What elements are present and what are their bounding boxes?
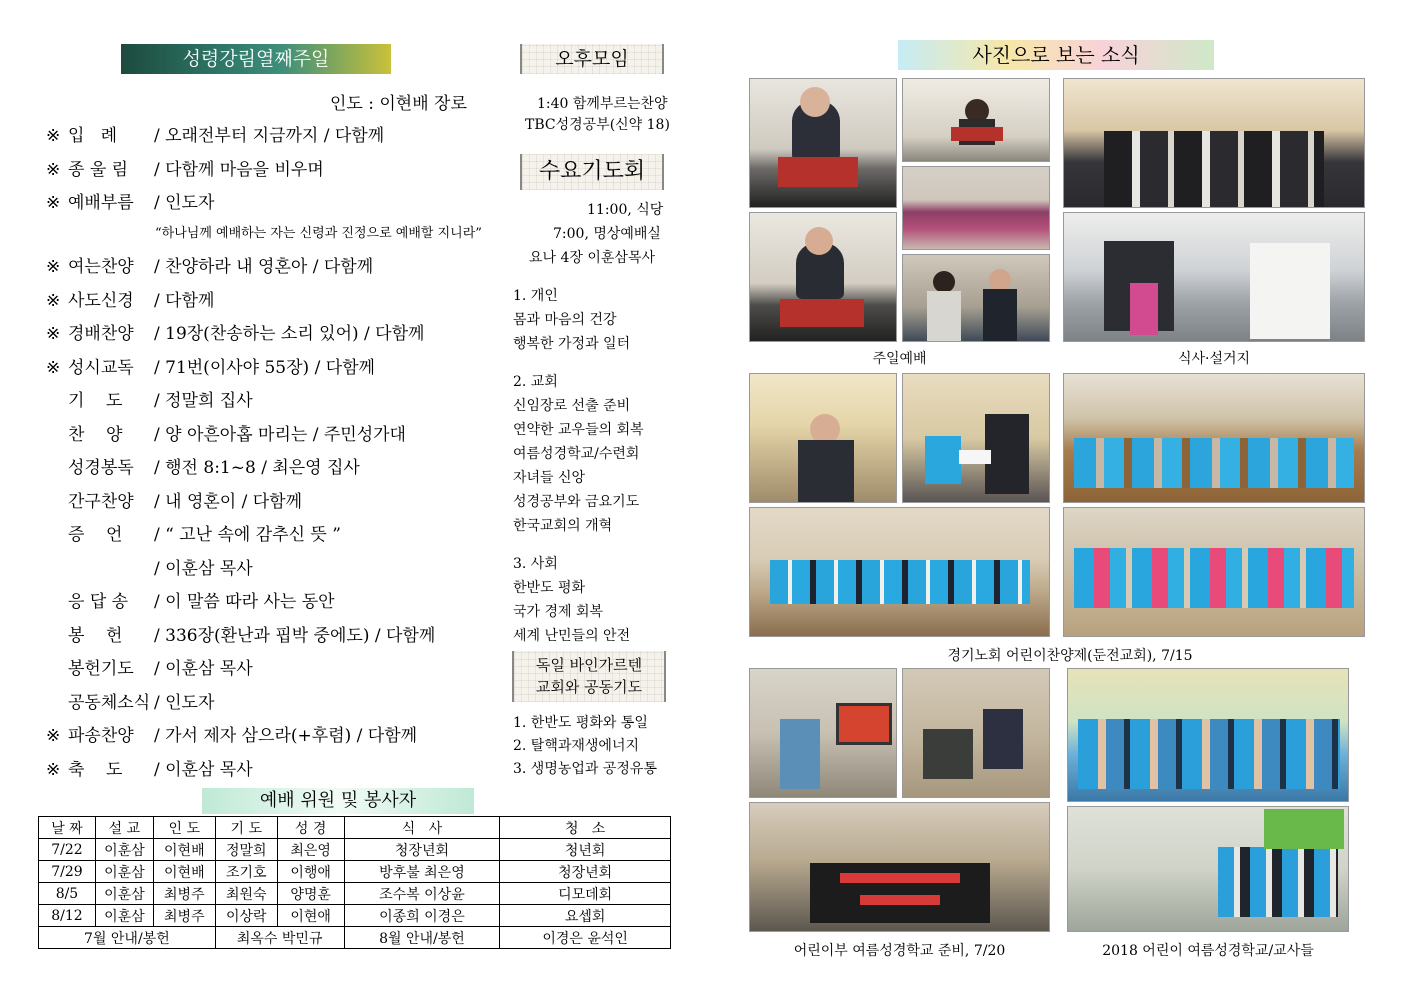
wednesday-line-2: 7:00, 명상예배실 (553, 226, 661, 242)
order-item (46, 755, 253, 780)
staff-cell: 이현애 (277, 905, 344, 927)
order-item-name: 입 례 (68, 126, 118, 146)
wednesday-line-1: 11:00, 식당 (587, 202, 664, 218)
staff-footer-cell: 7월 안내/봉헌 (39, 927, 216, 949)
photo-vbs-teachers (1067, 806, 1349, 932)
order-item (46, 121, 384, 146)
photo-worship-speaker (749, 212, 897, 342)
photo-award (902, 373, 1050, 503)
staff-table (38, 816, 671, 949)
staff-cell: 디모데회 (500, 883, 671, 905)
order-item-detail: / 행전 8:1~8 / 최은영 집사 (154, 458, 360, 478)
photo-floor-banner (749, 802, 1050, 932)
order-item (46, 520, 341, 545)
order-item-name: 기 도 (68, 391, 123, 411)
prayer-item: 국가 경제 회복 (513, 604, 604, 620)
order-item (46, 654, 253, 679)
photo-reader (902, 78, 1050, 162)
order-item-name: 축 도 (68, 760, 123, 780)
order-item-name: 경배찬양 (68, 324, 134, 344)
staff-cell: 최병주 (153, 883, 215, 905)
german-title-line-1: 독일 바인가르텐 (535, 656, 643, 674)
prayer-item: 행복한 가정과 일터 (513, 336, 631, 352)
staff-header-cell: 설 교 (95, 817, 153, 839)
staff-cell: 이현배 (153, 839, 215, 861)
caption-choir-festival: 경기노회 어린이찬양제(둔전교회), 7/15 (947, 648, 1193, 664)
staff-cell: 이훈삼 (95, 905, 153, 927)
order-item-detail: / 19장(찬송하는 소리 있어) / 다함께 (154, 324, 425, 344)
photo-news-title: 사진으로 보는 소식 (898, 40, 1214, 70)
prayer-item: 한국교회의 개혁 (513, 518, 613, 534)
wednesday-line-3: 요나 4장 이훈삼목사 (529, 250, 655, 266)
standing-mark: ※ (46, 324, 61, 344)
staff-cell: 청장년회 (500, 861, 671, 883)
order-item (46, 453, 360, 478)
order-item (46, 188, 214, 213)
staff-cell: 조수복 이상윤 (344, 883, 500, 905)
staff-cell: 양명훈 (277, 883, 344, 905)
standing-mark: ※ (46, 126, 61, 146)
order-item-name: 사도신경 (68, 291, 134, 311)
staff-row (39, 861, 671, 883)
order-item-name: 공동체소식 (68, 693, 151, 713)
staff-cell: 요셉회 (500, 905, 671, 927)
order-item (46, 319, 424, 344)
caption-vbs-prep: 어린이부 여름성경학교 준비, 7/20 (793, 943, 1006, 959)
prayer-item: 한반도 평화 (513, 580, 586, 596)
order-item (46, 386, 253, 411)
staff-cell: 최은영 (277, 839, 344, 861)
prayer-group-heading: 2. 교회 (513, 374, 558, 390)
german-item-1: 1. 한반도 평화와 통일 (513, 715, 648, 731)
staff-header-cell: 날 짜 (39, 817, 96, 839)
photo-choir-stage (749, 507, 1050, 637)
photo-vbs-children (1067, 668, 1349, 802)
order-item (46, 286, 214, 311)
staff-footer-cell: 8월 안내/봉헌 (344, 927, 500, 949)
staff-cell: 조기호 (215, 861, 277, 883)
order-item-detail: / 이훈삼 목사 (154, 760, 253, 780)
staff-cell: 이행애 (277, 861, 344, 883)
prayer-item: 연약한 교우들의 회복 (513, 422, 644, 438)
order-item-name: 예배부름 (68, 193, 134, 213)
order-item (46, 688, 214, 713)
order-item-detail: / 다함께 마음을 비우며 (154, 160, 324, 180)
order-item (46, 420, 406, 445)
order-item (46, 721, 417, 746)
photo-kitchen-group (1063, 78, 1365, 208)
order-item-name: 간구찬양 (68, 492, 134, 512)
german-item-3: 3. 생명농업과 공정유통 (513, 761, 657, 777)
worship-leader: 인도 : 이현배 장로 (330, 94, 467, 114)
staff-header-cell: 식 사 (344, 817, 500, 839)
staff-cell: 8/5 (39, 883, 96, 905)
order-item-detail: / 이훈삼 목사 (154, 559, 253, 579)
staff-cell: 이훈삼 (95, 861, 153, 883)
standing-mark: ※ (46, 358, 61, 378)
standing-mark: ※ (46, 291, 61, 311)
order-item-detail: / 인도자 (154, 693, 215, 713)
staff-row (39, 839, 671, 861)
prayer-item: 몸과 마음의 건강 (513, 312, 617, 328)
order-item (46, 252, 373, 277)
order-item-detail: / 인도자 (154, 193, 215, 213)
photo-festival-speaker (749, 373, 897, 503)
order-item (46, 487, 302, 512)
worship-call-quote: “하나님께 예배하는 자는 신령과 진정으로 예배할 지니라” (155, 226, 482, 241)
order-item-detail: / 내 영혼이 / 다함께 (154, 492, 303, 512)
order-item-detail: / 이훈삼 목사 (154, 659, 253, 679)
order-item-name: 찬 양 (68, 425, 123, 445)
order-item-name: 봉 헌 (68, 626, 123, 646)
prayer-item: 성경공부와 금요기도 (513, 494, 640, 510)
staff-cell: 청장년회 (344, 839, 500, 861)
staff-footer-cell: 이경은 윤석인 (500, 927, 671, 949)
staff-cell: 방후불 최은영 (344, 861, 500, 883)
staff-footer-row (39, 927, 671, 949)
prayer-item: 자녀들 신앙 (513, 470, 586, 486)
staff-header-cell: 성 경 (277, 817, 344, 839)
caption-sunday-worship: 주일예배 (872, 351, 927, 367)
order-item-detail: / 정말희 집사 (154, 391, 253, 411)
order-item-detail: / 오래전부터 지금까지 / 다함께 (154, 126, 385, 146)
prayer-item: 신임장로 선출 준비 (513, 398, 631, 414)
staff-cell: 이상락 (215, 905, 277, 927)
german-church-title (512, 651, 666, 702)
standing-mark: ※ (46, 760, 61, 780)
staff-header-cell: 기 도 (215, 817, 277, 839)
standing-mark: ※ (46, 726, 61, 746)
order-item-name: 증 언 (68, 525, 123, 545)
staff-cell: 최원숙 (215, 883, 277, 905)
prayer-item: 여름성경학교/수련회 (513, 446, 640, 462)
staff-cell: 이현배 (153, 861, 215, 883)
order-item (46, 554, 253, 579)
order-item-name: 봉헌기도 (68, 659, 134, 679)
order-item (46, 353, 375, 378)
photo-dishwashing (1063, 212, 1365, 342)
photo-crafting (902, 668, 1050, 798)
photo-sermon-pulpit (749, 78, 897, 208)
order-item-name: 응 답 송 (68, 592, 129, 612)
standing-mark: ※ (46, 160, 61, 180)
staff-cell: 청년회 (500, 839, 671, 861)
staff-header-cell: 인 도 (153, 817, 215, 839)
photo-choir (902, 166, 1050, 250)
staff-header-cell: 청 소 (500, 817, 671, 839)
order-item (46, 155, 324, 180)
order-item-detail: / 336장(환난과 핍박 중에도) / 다함께 (154, 626, 436, 646)
afternoon-line-2: TBC성경공부(신약 18) (525, 117, 670, 133)
order-item (46, 621, 435, 646)
staff-footer-cell: 최옥수 박민규 (215, 927, 344, 949)
order-item (46, 587, 335, 612)
staff-cell: 최병주 (153, 905, 215, 927)
caption-vbs-teachers: 2018 어린이 여름성경학교/교사들 (1102, 943, 1314, 959)
photo-office-prep (749, 668, 897, 798)
photo-two-people (902, 254, 1050, 342)
page-title: 성령강림열째주일 (121, 44, 391, 74)
staff-cell: 8/12 (39, 905, 96, 927)
staff-cell: 7/22 (39, 839, 96, 861)
order-item-name: 성시교독 (68, 358, 134, 378)
standing-mark: ※ (46, 257, 61, 277)
order-item-detail: / 다함께 (154, 291, 215, 311)
staff-row (39, 905, 671, 927)
staff-cell: 7/29 (39, 861, 96, 883)
order-item-detail: / 가서 제자 삼으라(+후렴) / 다함께 (154, 726, 418, 746)
order-item-detail: / “ 고난 속에 감추신 뜻 ” (154, 525, 341, 545)
staff-cell: 이종희 이경은 (344, 905, 500, 927)
photo-children-in-pews (1063, 373, 1365, 503)
german-title-line-2: 교회와 공동기도 (535, 678, 643, 696)
prayer-item: 세계 난민들의 안전 (513, 628, 631, 644)
staff-header-row (39, 817, 671, 839)
prayer-group-heading: 1. 개인 (513, 288, 558, 304)
order-item-detail: / 찬양하라 내 영혼아 / 다함께 (154, 257, 374, 277)
standing-mark: ※ (46, 193, 61, 213)
order-item-detail: / 71번(이사야 55장) / 다함께 (154, 358, 375, 378)
photo-children-group (1063, 507, 1365, 637)
wednesday-prayer-title: 수요기도회 (520, 154, 664, 190)
afternoon-line-1: 1:40 함께부르는찬양 (537, 96, 668, 112)
staff-cell: 정말희 (215, 839, 277, 861)
afternoon-meeting-title: 오후모임 (520, 44, 664, 74)
staff-title: 예배 위원 및 봉사자 (202, 788, 474, 814)
staff-cell: 이훈삼 (95, 839, 153, 861)
order-item-name: 파송찬양 (68, 726, 134, 746)
order-item-detail: / 양 아흔아홉 마리는 / 주민성가대 (154, 425, 406, 445)
order-item-name: 종 울 림 (68, 160, 129, 180)
staff-row (39, 883, 671, 905)
order-item-name: 성경봉독 (68, 458, 134, 478)
german-item-2: 2. 탈핵과재생에너지 (513, 738, 639, 754)
caption-meal: 식사·설거지 (1177, 351, 1251, 367)
order-item-detail: / 이 말씀 따라 사는 동안 (154, 592, 335, 612)
prayer-group-heading: 3. 사회 (513, 556, 558, 572)
staff-cell: 이훈삼 (95, 883, 153, 905)
order-item-name: 여는찬양 (68, 257, 134, 277)
